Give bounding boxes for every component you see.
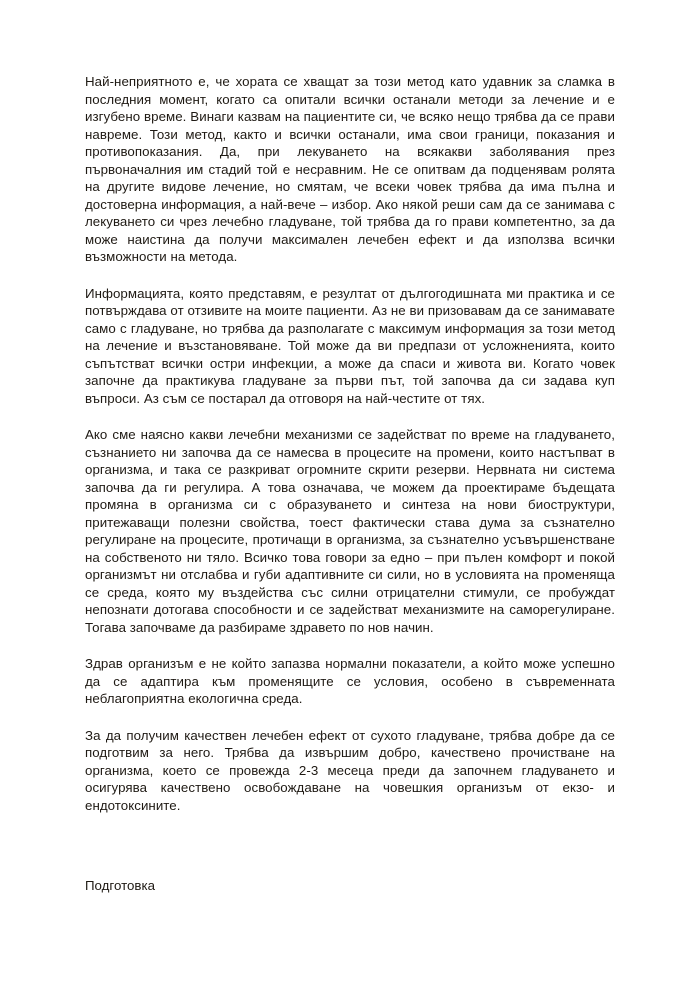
section-heading: Подготовка xyxy=(85,878,155,893)
paragraph: Информацията, която представям, е резултат от дългогодишната ми практика и се потвърждава от отзивите на моите пациенти. Аз не ви призовавам да се занимавате само с гладуване, но трябва да разполагате с максимум информация за този метод на лечение и възстановяване. Той може да ви предпази от усложненията, които съпътстват всички остри инфекции, а може да спаси и живота ви. Когато човек започне да практикува гладуване за първи път, той започва да си задава куп въпроси. Аз съм се постарал да отговоря на най-честите от тях. xyxy=(85,285,615,406)
paragraph: Здрав организъм е не който запазва нормални показатели, а който може успешно да се адаптира към променящите се условия, особено в съвременната неблагоприятна екологична среда. xyxy=(85,656,615,706)
paragraph: За да получим качествен лечебен ефект от сухото гладуване, трябва добре да се подготвим за него. Трябва да извършим добро, качествено прочистване на организма, което се провежда 2-3 месеца преди да започнем гладуването и осигурява качествено освобождаване на човешкия организъм от екзо- и ендотоксините. xyxy=(85,727,615,813)
paragraph: Ако сме наясно какви лечебни механизми се задействат по време на гладуването, съзнанието ни започва да се намесва в процесите на промени, които настъпват в организма, и така се разкриват огромните скрити резерви. Нервната ни система започва да ги регулира. А това означава, че можем да проектираме бъдещата промяна в организма си с образуването и синтеза на нови биоструктури, притежаващи полезни свойства, тоест фактически става дума за съзнателно регулиране на процесите, протичащи в организма, за съзнателно усъвършенстване на собственото ни тяло. Всичко това говори за едно – при пълен комфорт и покой организмът ни отслабва и губи адаптивните си сили, но в условията на променяща се среда, която му въздейства със силни отрицателни стимули, се пробуждат непознати дотогава способности и се задействат механизмите на саморегулиране. Тогава започваме да разбираме здравето по нов начин. xyxy=(85,427,615,635)
body-text xyxy=(85,73,615,833)
paragraph: Най-неприятното е, че хората се хващат за този метод като удавник за сламка в последния момент, когато са опитали всички останали методи за лечение и е изгубено време. Винаги казвам на пациентите си, че всяко нещо трябва да се прави навреме. Този метод, както и всички останали, има свои граници, показания и противопоказания. Да, при лекуването на всякакви заболявания през първоначалния им стадий той е несравним. Не се опитвам да подценявам ролята на другите видове лечение, но смятам, че всеки човек трябва да има пълна и достоверна информация, а най-вече – избор. Ако някой реши сам да се занимава с лекуването си чрез лечебно гладуване, той трябва да го прави компетентно, за да може наистина да получи максимален лечебен ефект и да използва всички възможности на метода. xyxy=(85,74,615,264)
